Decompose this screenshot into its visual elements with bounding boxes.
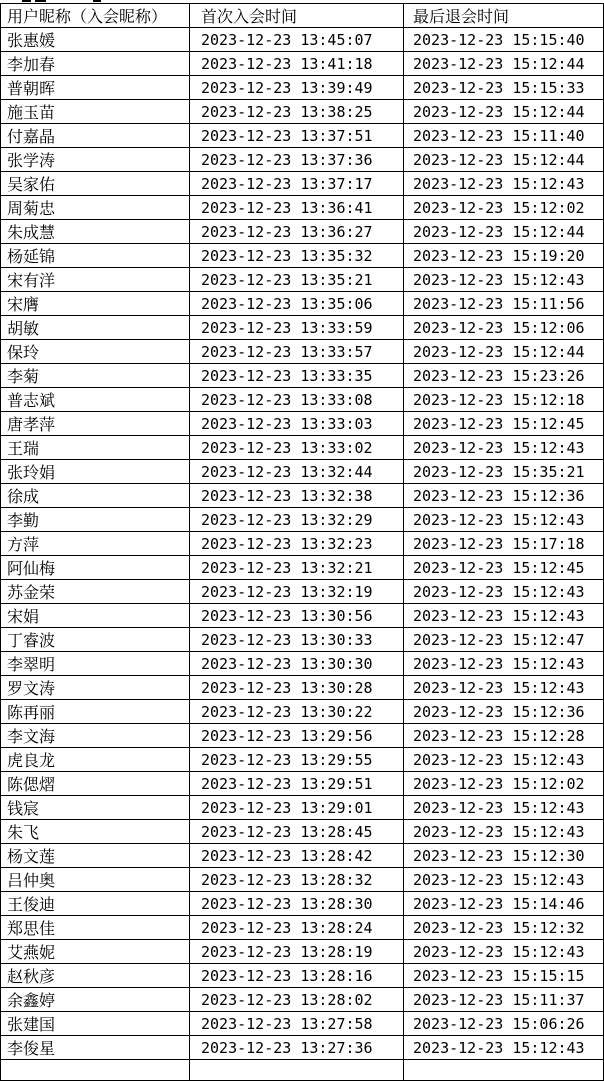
table-row bbox=[1, 172, 604, 196]
table-row bbox=[1, 100, 604, 124]
member-nickname: 陈再丽 bbox=[1, 700, 190, 724]
cropped-row-remnant bbox=[93, 0, 101, 2]
last-leave-time: 2023-12-23 15:23:26 bbox=[404, 364, 604, 388]
last-leave-time: 2023-12-23 15:12:36 bbox=[404, 700, 604, 724]
table-row bbox=[1, 196, 604, 220]
first-join-time: 2023-12-23 13:39:49 bbox=[190, 76, 404, 100]
first-join-time: 2023-12-23 13:28:02 bbox=[190, 988, 404, 1012]
table-row bbox=[1, 1036, 604, 1060]
first-join-time: 2023-12-23 13:38:25 bbox=[190, 100, 404, 124]
table-row bbox=[1, 556, 604, 580]
table-row bbox=[1, 676, 604, 700]
table-row bbox=[1, 964, 604, 988]
member-nickname: 朱成慧 bbox=[1, 220, 190, 244]
last-leave-time: 2023-12-23 15:15:40 bbox=[404, 28, 604, 52]
table-row bbox=[1, 532, 604, 556]
last-leave-time: 2023-12-23 15:12:44 bbox=[404, 148, 604, 172]
member-nickname: 虎良龙 bbox=[1, 748, 190, 772]
last-leave-time: 2023-12-23 15:12:36 bbox=[404, 484, 604, 508]
member-nickname: 胡敏 bbox=[1, 316, 190, 340]
first-join-time: 2023-12-23 13:28:24 bbox=[190, 916, 404, 940]
first-join-time: 2023-12-23 13:32:21 bbox=[190, 556, 404, 580]
table-row bbox=[1, 484, 604, 508]
first-join-time: 2023-12-23 13:28:32 bbox=[190, 868, 404, 892]
last-leave-time: 2023-12-23 15:12:47 bbox=[404, 628, 604, 652]
last-leave-time: 2023-12-23 15:11:56 bbox=[404, 292, 604, 316]
first-join-time: 2023-12-23 13:41:18 bbox=[190, 52, 404, 76]
attendance-table bbox=[0, 3, 604, 1081]
column-header-last-leave: 最后退会时间 bbox=[404, 4, 604, 28]
member-nickname: 徐成 bbox=[1, 484, 190, 508]
member-nickname: 张建国 bbox=[1, 1012, 190, 1036]
first-join-time: 2023-12-23 13:32:19 bbox=[190, 580, 404, 604]
table-row bbox=[1, 772, 604, 796]
first-join-time: 2023-12-23 13:33:02 bbox=[190, 436, 404, 460]
last-leave-time: 2023-12-23 15:12:43 bbox=[404, 604, 604, 628]
first-join-time: 2023-12-23 13:29:51 bbox=[190, 772, 404, 796]
first-join-time: 2023-12-23 13:30:28 bbox=[190, 676, 404, 700]
first-join-time: 2023-12-23 13:32:29 bbox=[190, 508, 404, 532]
last-leave-time: 2023-12-23 15:12:43 bbox=[404, 268, 604, 292]
last-leave-time: 2023-12-23 15:35:21 bbox=[404, 460, 604, 484]
last-leave-time: 2023-12-23 15:11:40 bbox=[404, 124, 604, 148]
member-nickname: 张学涛 bbox=[1, 148, 190, 172]
table-row bbox=[1, 1012, 604, 1036]
first-join-time: 2023-12-23 13:37:17 bbox=[190, 172, 404, 196]
table-body bbox=[1, 28, 604, 1081]
member-nickname: 王俊迪 bbox=[1, 892, 190, 916]
first-join-time: 2023-12-23 13:33:08 bbox=[190, 388, 404, 412]
first-join-time: 2023-12-23 13:30:22 bbox=[190, 700, 404, 724]
member-nickname: 宋有洋 bbox=[1, 268, 190, 292]
table-row bbox=[1, 412, 604, 436]
member-nickname: 李翠明 bbox=[1, 652, 190, 676]
first-join-time: 2023-12-23 13:29:55 bbox=[190, 748, 404, 772]
table-row bbox=[1, 652, 604, 676]
first-join-time: 2023-12-23 13:45:07 bbox=[190, 28, 404, 52]
member-nickname: 郑思佳 bbox=[1, 916, 190, 940]
first-join-time: 2023-12-23 13:35:21 bbox=[190, 268, 404, 292]
member-nickname: 张玲娟 bbox=[1, 460, 190, 484]
member-nickname: 吴家佑 bbox=[1, 172, 190, 196]
member-nickname: 杨延锦 bbox=[1, 244, 190, 268]
last-leave-time: 2023-12-23 15:12:43 bbox=[404, 676, 604, 700]
first-join-time: 2023-12-23 13:32:23 bbox=[190, 532, 404, 556]
member-nickname: 赵秋彦 bbox=[1, 964, 190, 988]
table-row bbox=[1, 844, 604, 868]
column-header-nickname: 用户昵称（入会昵称） bbox=[1, 4, 190, 28]
table-row bbox=[1, 628, 604, 652]
member-nickname: 阿仙梅 bbox=[1, 556, 190, 580]
member-nickname: 杨文莲 bbox=[1, 844, 190, 868]
last-leave-time: 2023-12-23 15:12:32 bbox=[404, 916, 604, 940]
member-nickname: 方萍 bbox=[1, 532, 190, 556]
last-leave-time: 2023-12-23 15:12:43 bbox=[404, 508, 604, 532]
table-row bbox=[1, 724, 604, 748]
table-row bbox=[1, 28, 604, 52]
first-join-time: 2023-12-23 13:33:59 bbox=[190, 316, 404, 340]
last-leave-time: 2023-12-23 15:12:43 bbox=[404, 796, 604, 820]
first-join-time: 2023-12-23 13:27:58 bbox=[190, 1012, 404, 1036]
column-header-first-join: 首次入会时间 bbox=[190, 4, 404, 28]
member-nickname: 付嘉晶 bbox=[1, 124, 190, 148]
first-join-time: 2023-12-23 13:36:27 bbox=[190, 220, 404, 244]
cropped-row-remnant bbox=[22, 0, 31, 2]
table-row bbox=[1, 292, 604, 316]
member-nickname: 艾燕妮 bbox=[1, 940, 190, 964]
table-row bbox=[1, 52, 604, 76]
first-join-time: 2023-12-23 13:28:45 bbox=[190, 820, 404, 844]
table-row bbox=[1, 796, 604, 820]
last-leave-time: 2023-12-23 15:14:46 bbox=[404, 892, 604, 916]
member-nickname: 李菊 bbox=[1, 364, 190, 388]
last-leave-time: 2023-12-23 15:12:28 bbox=[404, 724, 604, 748]
member-nickname-empty bbox=[1, 1060, 190, 1081]
member-nickname: 李文海 bbox=[1, 724, 190, 748]
first-join-time: 2023-12-23 13:37:51 bbox=[190, 124, 404, 148]
first-join-time: 2023-12-23 13:32:38 bbox=[190, 484, 404, 508]
table-row bbox=[1, 892, 604, 916]
last-leave-time: 2023-12-23 15:12:43 bbox=[404, 580, 604, 604]
header-row bbox=[1, 4, 604, 28]
table-row bbox=[1, 364, 604, 388]
member-nickname: 余鑫婷 bbox=[1, 988, 190, 1012]
first-join-time-empty bbox=[190, 1060, 404, 1081]
last-leave-time: 2023-12-23 15:12:45 bbox=[404, 412, 604, 436]
table-row bbox=[1, 244, 604, 268]
member-nickname: 李勤 bbox=[1, 508, 190, 532]
member-nickname: 宋娟 bbox=[1, 604, 190, 628]
table-row bbox=[1, 388, 604, 412]
first-join-time: 2023-12-23 13:35:32 bbox=[190, 244, 404, 268]
table-row bbox=[1, 76, 604, 100]
last-leave-time: 2023-12-23 15:12:43 bbox=[404, 820, 604, 844]
member-nickname: 保玲 bbox=[1, 340, 190, 364]
table-row bbox=[1, 700, 604, 724]
last-leave-time: 2023-12-23 15:12:44 bbox=[404, 100, 604, 124]
last-leave-time-empty bbox=[404, 1060, 604, 1081]
table-row bbox=[1, 340, 604, 364]
first-join-time: 2023-12-23 13:28:42 bbox=[190, 844, 404, 868]
last-leave-time: 2023-12-23 15:12:43 bbox=[404, 172, 604, 196]
member-nickname: 朱飞 bbox=[1, 820, 190, 844]
table-row bbox=[1, 988, 604, 1012]
member-nickname: 普志斌 bbox=[1, 388, 190, 412]
member-nickname: 周菊忠 bbox=[1, 196, 190, 220]
last-leave-time: 2023-12-23 15:12:18 bbox=[404, 388, 604, 412]
member-nickname: 王瑞 bbox=[1, 436, 190, 460]
last-leave-time: 2023-12-23 15:12:43 bbox=[404, 1036, 604, 1060]
member-nickname: 李俊星 bbox=[1, 1036, 190, 1060]
last-leave-time: 2023-12-23 15:15:33 bbox=[404, 76, 604, 100]
table-row bbox=[1, 508, 604, 532]
table-row bbox=[1, 748, 604, 772]
table-row bbox=[1, 220, 604, 244]
table-row bbox=[1, 580, 604, 604]
member-nickname: 苏金荣 bbox=[1, 580, 190, 604]
first-join-time: 2023-12-23 13:28:16 bbox=[190, 964, 404, 988]
last-leave-time: 2023-12-23 15:12:43 bbox=[404, 436, 604, 460]
last-leave-time: 2023-12-23 15:12:43 bbox=[404, 652, 604, 676]
last-leave-time: 2023-12-23 15:17:18 bbox=[404, 532, 604, 556]
member-nickname: 普朝晖 bbox=[1, 76, 190, 100]
table-row bbox=[1, 124, 604, 148]
first-join-time: 2023-12-23 13:27:36 bbox=[190, 1036, 404, 1060]
member-nickname: 钱宸 bbox=[1, 796, 190, 820]
first-join-time: 2023-12-23 13:29:56 bbox=[190, 724, 404, 748]
table-row bbox=[1, 916, 604, 940]
table-row bbox=[1, 868, 604, 892]
table-row bbox=[1, 268, 604, 292]
first-join-time: 2023-12-23 13:35:06 bbox=[190, 292, 404, 316]
table-row bbox=[1, 820, 604, 844]
first-join-time: 2023-12-23 13:36:41 bbox=[190, 196, 404, 220]
member-nickname: 唐孝萍 bbox=[1, 412, 190, 436]
table-row-partial bbox=[1, 1060, 604, 1081]
table-row bbox=[1, 604, 604, 628]
member-nickname: 吕仲奥 bbox=[1, 868, 190, 892]
table-row bbox=[1, 316, 604, 340]
first-join-time: 2023-12-23 13:32:44 bbox=[190, 460, 404, 484]
cropped-row-remnant bbox=[35, 0, 46, 2]
member-nickname: 宋膺 bbox=[1, 292, 190, 316]
first-join-time: 2023-12-23 13:30:56 bbox=[190, 604, 404, 628]
table-row bbox=[1, 460, 604, 484]
last-leave-time: 2023-12-23 15:12:02 bbox=[404, 196, 604, 220]
last-leave-time: 2023-12-23 15:12:44 bbox=[404, 220, 604, 244]
member-nickname: 李加春 bbox=[1, 52, 190, 76]
last-leave-time: 2023-12-23 15:12:43 bbox=[404, 868, 604, 892]
member-nickname: 罗文涛 bbox=[1, 676, 190, 700]
member-nickname: 张惠媛 bbox=[1, 28, 190, 52]
last-leave-time: 2023-12-23 15:12:44 bbox=[404, 52, 604, 76]
last-leave-time: 2023-12-23 15:19:20 bbox=[404, 244, 604, 268]
last-leave-time: 2023-12-23 15:12:44 bbox=[404, 340, 604, 364]
table-row bbox=[1, 148, 604, 172]
last-leave-time: 2023-12-23 15:12:02 bbox=[404, 772, 604, 796]
last-leave-time: 2023-12-23 15:15:15 bbox=[404, 964, 604, 988]
first-join-time: 2023-12-23 13:33:03 bbox=[190, 412, 404, 436]
first-join-time: 2023-12-23 13:33:57 bbox=[190, 340, 404, 364]
last-leave-time: 2023-12-23 15:12:30 bbox=[404, 844, 604, 868]
first-join-time: 2023-12-23 13:28:30 bbox=[190, 892, 404, 916]
first-join-time: 2023-12-23 13:29:01 bbox=[190, 796, 404, 820]
last-leave-time: 2023-12-23 15:06:26 bbox=[404, 1012, 604, 1036]
table-row bbox=[1, 940, 604, 964]
first-join-time: 2023-12-23 13:28:19 bbox=[190, 940, 404, 964]
member-nickname: 丁睿波 bbox=[1, 628, 190, 652]
first-join-time: 2023-12-23 13:37:36 bbox=[190, 148, 404, 172]
first-join-time: 2023-12-23 13:30:30 bbox=[190, 652, 404, 676]
last-leave-time: 2023-12-23 15:11:37 bbox=[404, 988, 604, 1012]
first-join-time: 2023-12-23 13:33:35 bbox=[190, 364, 404, 388]
member-nickname: 施玉苗 bbox=[1, 100, 190, 124]
table-row bbox=[1, 436, 604, 460]
last-leave-time: 2023-12-23 15:12:43 bbox=[404, 748, 604, 772]
last-leave-time: 2023-12-23 15:12:43 bbox=[404, 940, 604, 964]
last-leave-time: 2023-12-23 15:12:06 bbox=[404, 316, 604, 340]
first-join-time: 2023-12-23 13:30:33 bbox=[190, 628, 404, 652]
last-leave-time: 2023-12-23 15:12:45 bbox=[404, 556, 604, 580]
member-nickname: 陈偲熠 bbox=[1, 772, 190, 796]
